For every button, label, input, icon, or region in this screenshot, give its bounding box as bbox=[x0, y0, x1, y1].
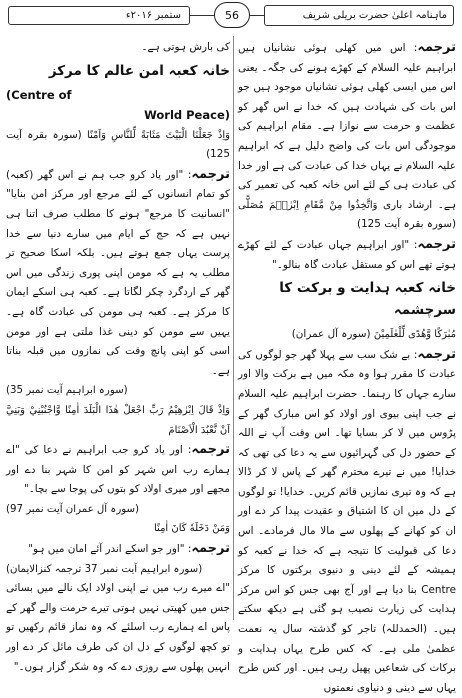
translation-label: ترجمہ bbox=[191, 166, 230, 182]
paragraph bbox=[238, 38, 456, 235]
paragraph-text: : اس میں کھلی ہوئی نشانیاں ہیں ابراہیم علیہ السلام کے کھڑے ہونے کی جگہ۔ یعنی اس میں ایسی کھلی ہوئی نشانیاں موجود ہیں جو اس بات کی شہادت ہیں کہ خدا نے اس گھر کو عظمت و حرمت سے نوازا ہے۔ مقام ابراہیم کی موجودگی اس بات کی واضح دلیل ہے کہ ابراہیم علیہ السلام نے یہاں خدا کی عبادت کی ہے اور خدا کی عبادت ہی کے لئے اس خانہ کعبہ کی تعمیر کی ہے۔ ارشاد باری bbox=[238, 42, 456, 211]
verse-reference: (سورہ ابراہیم آیت نمبر 37 ترجمہ کنزالایمان) bbox=[6, 563, 203, 575]
paragraph-text: "اے میرے رب میں نے اپنی اولاد ایک نالے میں بسائی جس میں کھیتی نہیں ہوتی تیرے حرمت والے گھر کے پاس اے ہمارے رب اسلئے کہ وہ نماز قائم رکھیں تو تو کچھ لوگوں کے دل ان کی طرف مائل کر دے اور انہیں پھلوں سے روزی دے کہ وہ شکر گزار ہوں۔" bbox=[6, 582, 230, 673]
paragraph bbox=[6, 539, 230, 560]
paragraph bbox=[6, 579, 230, 677]
section-heading: خانہ کعبہ ہدایت و برکت کا سرچشمہ bbox=[279, 280, 456, 319]
heading-english-b: World Peace) bbox=[144, 107, 230, 122]
verse-reference: (سورہ بقرہ آیت 125) bbox=[6, 128, 230, 161]
verse-reference: (سورہ آل عمران) bbox=[291, 328, 371, 341]
paragraph bbox=[6, 126, 230, 165]
quran-verse: وَاِذْ جَعَلْنَا الْبَيْتَ مَثَابَةً لِّلنَّاسِ وَاَمْنًا bbox=[86, 129, 230, 141]
quran-verse: وَمَنْ دَخَلَهٗ كَانَ اٰمِنًا bbox=[154, 523, 230, 535]
right-column bbox=[238, 38, 456, 694]
magazine-title: ماہنامہ اعلیٰ حضرت بریلی شریف bbox=[302, 10, 447, 21]
issue-date-box bbox=[8, 6, 190, 25]
issue-date: ستمبر ۲۰۱۶ء bbox=[125, 10, 181, 21]
quran-verse: مُبٰرَكًا وَّهُدًى لِّلْعٰلَمِيْنَ bbox=[373, 329, 456, 341]
page-number: 56 bbox=[214, 2, 250, 28]
translation-label: ترجمہ bbox=[191, 541, 230, 557]
heading-text: خانہ کعبہ امن عالم کا مرکز bbox=[48, 62, 230, 79]
paragraph-text: : بے شک سب سے پہلا گھر جو لوگوں کی عبادت کا مقرر ہوا وہ مکہ میں ہے برکت والا اور سارے جہاں کا رہنما۔ حضرت ابراہیم علیہ السلام نے جب اپنی بیوی اور اولاد کو اس مبارک گھر کے پڑوس میں لا کر بسایا تھا۔ اس وقت آپ نے اللہ کے حضور دل کی گہرائیوں سے یہ دعا کی تھی کہ خدایا! میں نے تیرے محترم گھر کے پاس لا کر ڈالا ہے کہ وہ تیری نمازیں قائم کریں۔ خدایا! تو لوگوں کے دل میں ان کا اشتیاق و عقیدت پیدا کر دے اور ان کو کھانے کے پھلوں سے مالا مال فرمادے۔ اس دعا کی قبولیت کا نتیجہ ہے کہ خدا نے کعبہ کو ہمیشہ کے لئے دینی و دنیوی برکتوں کا مرکز Centre بنا دیا ہے اور آج بھی جس کو اس مرکز ہدایت کی زیارت نصیب ہو گئی ہے دیکھ سکتے ہیں۔ (الحمدللہ) تاجر کو گذشتہ سال یہ نعمت عظمیٰ ملی ہے۔ کہ کس طرح یہاں ہدایت و برکات کی شعاعیں پھیل رہی ہیں۔ اور کس طرح یہاں سے دینی و دنیاوی نعمتوں bbox=[238, 348, 456, 694]
paragraph bbox=[238, 235, 456, 275]
magazine-title-box bbox=[264, 5, 454, 26]
paragraph-text: : "اور یاد کرو جب ہم نے اس گھر (کعبہ) کو تمام انسانوں کے لئے مرجع اور مرکز امن بنایا" "انسانیت کا مرجع" ہونے کا مطلب صرف اتنا ہی نہیں ہے کہ حج کے ایام میں سارے دنیا سے خدا پرست یہاں جمع ہوتے ہیں۔ بلکہ اسکا صحیح تر مطلب یہ ہے کہ مومن اپنی پوری زندگی میں اس گھر کے اردگرد چکر لگاتا ہے۔ کعبہ ہی اسکے ایمان کا مرکز ہے۔ کعبہ ہی مومن کی عبادت گاہ ہے۔ یہیں سے مومن کو دینی غذا ملتی ہے اور مومن اسی کو اپنی پانچ وقت کی نمازوں میں قبلہ بناتا ہے۔ bbox=[6, 168, 230, 377]
verse-reference: (سورہ ابراہیم آیت نمبر 35) bbox=[6, 385, 128, 397]
paragraph-text: کی بارش ہوتی ہے۔ bbox=[141, 41, 230, 53]
paragraph-text: : "اور ابراہیم جہاں عبادت کے لئے کھڑے ہوتے تھے اس کو مستقل عبادت گاہ بنالو۔" bbox=[238, 238, 456, 271]
paragraph bbox=[6, 165, 230, 382]
paragraph bbox=[6, 38, 230, 58]
paragraph-text: : اور یاد کرو جب ابراہیم نے دعا کی "اے ہمارے رب اس شہر کو امن کا شہر بنا دے اور مجھے اور میری اولاد کو بتوں کی پوجا سے بچا۔" bbox=[6, 444, 230, 496]
translation-label: ترجمہ bbox=[417, 236, 456, 252]
translation-label: ترجمہ bbox=[417, 40, 456, 55]
quran-verse: وَاتَّخِذُوا مِنْ مَّقَامِ اِبْرٰهٖمَ مُصَلًّى bbox=[238, 199, 378, 211]
paragraph bbox=[238, 325, 456, 345]
column-divider bbox=[233, 36, 234, 620]
verse-reference: (سورہ آل عمران آیت نمبر 97) bbox=[6, 503, 140, 515]
section-heading bbox=[6, 60, 230, 82]
paragraph-text: : "اور جو اسکے اندر آئے امان میں ہو" bbox=[28, 543, 192, 556]
translation-label: ترجمہ bbox=[191, 442, 230, 458]
left-column bbox=[6, 38, 230, 673]
translation-label: ترجمہ bbox=[417, 346, 456, 362]
heading-english-a: (Centre of bbox=[6, 87, 72, 102]
paragraph bbox=[6, 440, 230, 500]
quran-verse: وَاِذْ قَالَ اِبْرٰهِيْمُ رَبِّ اجْعَلْ هٰذَا الْبَلَدَ اٰمِنًا وَّاجْنُبْنِيْ وَبَنِيَّ اَنْ نَّعْبُدَ الْاَصْنَامَ bbox=[6, 404, 230, 436]
verse-reference: (سورہ بقرہ آیت 125) bbox=[357, 218, 456, 231]
paragraph bbox=[238, 345, 456, 698]
